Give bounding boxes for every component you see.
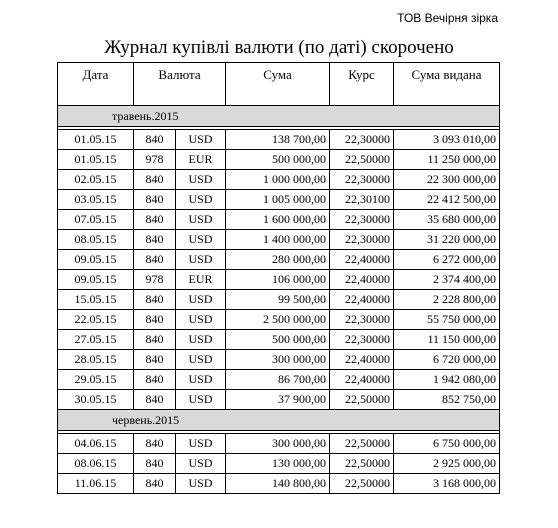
amount-cell: 1 600 000,00 — [226, 210, 330, 230]
issued-amount-cell: 6 720 000,00 — [394, 350, 500, 370]
rate-cell: 22,40000 — [330, 350, 394, 370]
currency-name-cell: EUR — [176, 270, 226, 290]
currency-name-cell: USD — [176, 170, 226, 190]
date-cell: 01.05.15 — [58, 150, 134, 170]
issued-amount-cell: 2 925 000,00 — [394, 454, 500, 474]
amount-cell: 1 000 000,00 — [226, 170, 330, 190]
group-header-row — [58, 106, 500, 127]
amount-cell: 140 800,00 — [226, 474, 330, 494]
date-cell: 29.05.15 — [58, 370, 134, 390]
date-cell: 08.05.15 — [58, 230, 134, 250]
amount-cell: 99 500,00 — [226, 290, 330, 310]
date-cell: 02.05.15 — [58, 170, 134, 190]
currency-code-cell: 840 — [134, 170, 176, 190]
issued-amount-cell: 55 750 000,00 — [394, 310, 500, 330]
issued-amount-cell: 852 750,00 — [394, 390, 500, 410]
issued-amount-cell: 2 228 800,00 — [394, 290, 500, 310]
currency-code-cell: 840 — [134, 230, 176, 250]
issued-amount-cell: 31 220 000,00 — [394, 230, 500, 250]
currency-name-cell: EUR — [176, 150, 226, 170]
rate-cell: 22,40000 — [330, 370, 394, 390]
currency-code-cell: 840 — [134, 310, 176, 330]
amount-cell: 106 000,00 — [226, 270, 330, 290]
issued-amount-cell: 22 300 000,00 — [394, 170, 500, 190]
column-header-currency: Валюта — [134, 63, 226, 106]
date-cell: 07.05.15 — [58, 210, 134, 230]
column-header-date: Дата — [58, 63, 134, 106]
rate-cell: 22,50000 — [330, 150, 394, 170]
date-cell: 09.05.15 — [58, 250, 134, 270]
table-row — [58, 170, 500, 190]
table-row — [58, 130, 500, 150]
column-header-rate: Курс — [330, 63, 394, 106]
issued-amount-cell: 35 680 000,00 — [394, 210, 500, 230]
currency-code-cell: 840 — [134, 434, 176, 454]
currency-name-cell: USD — [176, 330, 226, 350]
rate-cell: 22,50000 — [330, 474, 394, 494]
currency-name-cell: USD — [176, 434, 226, 454]
rate-cell: 22,40000 — [330, 290, 394, 310]
date-cell: 01.05.15 — [58, 130, 134, 150]
issued-amount-cell: 3 093 010,00 — [394, 130, 500, 150]
amount-cell: 500 000,00 — [226, 330, 330, 350]
date-cell: 22.05.15 — [58, 310, 134, 330]
date-cell: 27.05.15 — [58, 330, 134, 350]
table-row — [58, 330, 500, 350]
table-row — [58, 310, 500, 330]
date-cell: 09.05.15 — [58, 270, 134, 290]
issued-amount-cell: 22 412 500,00 — [394, 190, 500, 210]
table-row — [58, 454, 500, 474]
table-row — [58, 210, 500, 230]
report-title: Журнал купівлі валюти (по даті) скорочено — [104, 37, 454, 58]
table-row — [58, 270, 500, 290]
issued-amount-cell: 6 272 000,00 — [394, 250, 500, 270]
currency-code-cell: 840 — [134, 350, 176, 370]
amount-cell: 2 500 000,00 — [226, 310, 330, 330]
table-row — [58, 290, 500, 310]
amount-cell: 300 000,00 — [226, 350, 330, 370]
amount-cell: 1 005 000,00 — [226, 190, 330, 210]
date-cell: 04.06.15 — [58, 434, 134, 454]
currency-code-cell: 840 — [134, 454, 176, 474]
group-header-row — [58, 410, 500, 431]
date-cell: 03.05.15 — [58, 190, 134, 210]
amount-cell: 280 000,00 — [226, 250, 330, 270]
amount-cell: 300 000,00 — [226, 434, 330, 454]
currency-code-cell: 978 — [134, 270, 176, 290]
date-cell: 08.06.15 — [58, 454, 134, 474]
date-cell: 28.05.15 — [58, 350, 134, 370]
issued-amount-cell: 3 168 000,00 — [394, 474, 500, 494]
table-row — [58, 350, 500, 370]
currency-name-cell: USD — [176, 250, 226, 270]
currency-code-cell: 840 — [134, 290, 176, 310]
table-row — [58, 230, 500, 250]
currency-name-cell: USD — [176, 210, 226, 230]
table-row — [58, 150, 500, 170]
issued-amount-cell: 1 942 080,00 — [394, 370, 500, 390]
table-row — [58, 434, 500, 454]
rate-cell: 22,30000 — [330, 230, 394, 250]
table-row — [58, 190, 500, 210]
currency-code-cell: 840 — [134, 330, 176, 350]
currency-name-cell: USD — [176, 390, 226, 410]
currency-name-cell: USD — [176, 130, 226, 150]
rate-cell: 22,30100 — [330, 190, 394, 210]
rate-cell: 22,30000 — [330, 170, 394, 190]
rate-cell: 22,30000 — [330, 330, 394, 350]
currency-code-cell: 978 — [134, 150, 176, 170]
table-row — [58, 390, 500, 410]
organization-name: ТОВ Вечірня зірка — [397, 11, 498, 25]
group-label: червень.2015 — [58, 410, 500, 431]
currency-name-cell: USD — [176, 230, 226, 250]
table-row — [58, 250, 500, 270]
currency-code-cell: 840 — [134, 250, 176, 270]
rate-cell: 22,50000 — [330, 434, 394, 454]
rate-cell: 22,40000 — [330, 250, 394, 270]
currency-code-cell: 840 — [134, 390, 176, 410]
rate-cell: 22,30000 — [330, 310, 394, 330]
date-cell: 30.05.15 — [58, 390, 134, 410]
currency-code-cell: 840 — [134, 130, 176, 150]
currency-code-cell: 840 — [134, 474, 176, 494]
rate-cell: 22,30000 — [330, 130, 394, 150]
amount-cell: 130 000,00 — [226, 454, 330, 474]
rate-cell: 22,50000 — [330, 390, 394, 410]
currency-purchase-table — [57, 62, 500, 494]
currency-name-cell: USD — [176, 310, 226, 330]
amount-cell: 1 400 000,00 — [226, 230, 330, 250]
amount-cell: 37 900,00 — [226, 390, 330, 410]
date-cell: 11.06.15 — [58, 474, 134, 494]
amount-cell: 500 000,00 — [226, 150, 330, 170]
rate-cell: 22,40000 — [330, 270, 394, 290]
currency-code-cell: 840 — [134, 370, 176, 390]
column-header-issued: Сума видана — [394, 63, 500, 106]
table-row — [58, 474, 500, 494]
group-label: травень.2015 — [58, 106, 500, 127]
table-header-row — [58, 63, 500, 106]
currency-name-cell: USD — [176, 454, 226, 474]
currency-code-cell: 840 — [134, 210, 176, 230]
currency-name-cell: USD — [176, 474, 226, 494]
issued-amount-cell: 11 250 000,00 — [394, 150, 500, 170]
issued-amount-cell: 6 750 000,00 — [394, 434, 500, 454]
currency-code-cell: 840 — [134, 190, 176, 210]
currency-name-cell: USD — [176, 190, 226, 210]
issued-amount-cell: 2 374 400,00 — [394, 270, 500, 290]
table-row — [58, 370, 500, 390]
currency-name-cell: USD — [176, 350, 226, 370]
rate-cell: 22,50000 — [330, 454, 394, 474]
amount-cell: 86 700,00 — [226, 370, 330, 390]
column-header-amount: Сума — [226, 63, 330, 106]
currency-name-cell: USD — [176, 370, 226, 390]
date-cell: 15.05.15 — [58, 290, 134, 310]
issued-amount-cell: 11 150 000,00 — [394, 330, 500, 350]
table-body — [58, 106, 500, 494]
amount-cell: 138 700,00 — [226, 130, 330, 150]
rate-cell: 22,30000 — [330, 210, 394, 230]
currency-name-cell: USD — [176, 290, 226, 310]
